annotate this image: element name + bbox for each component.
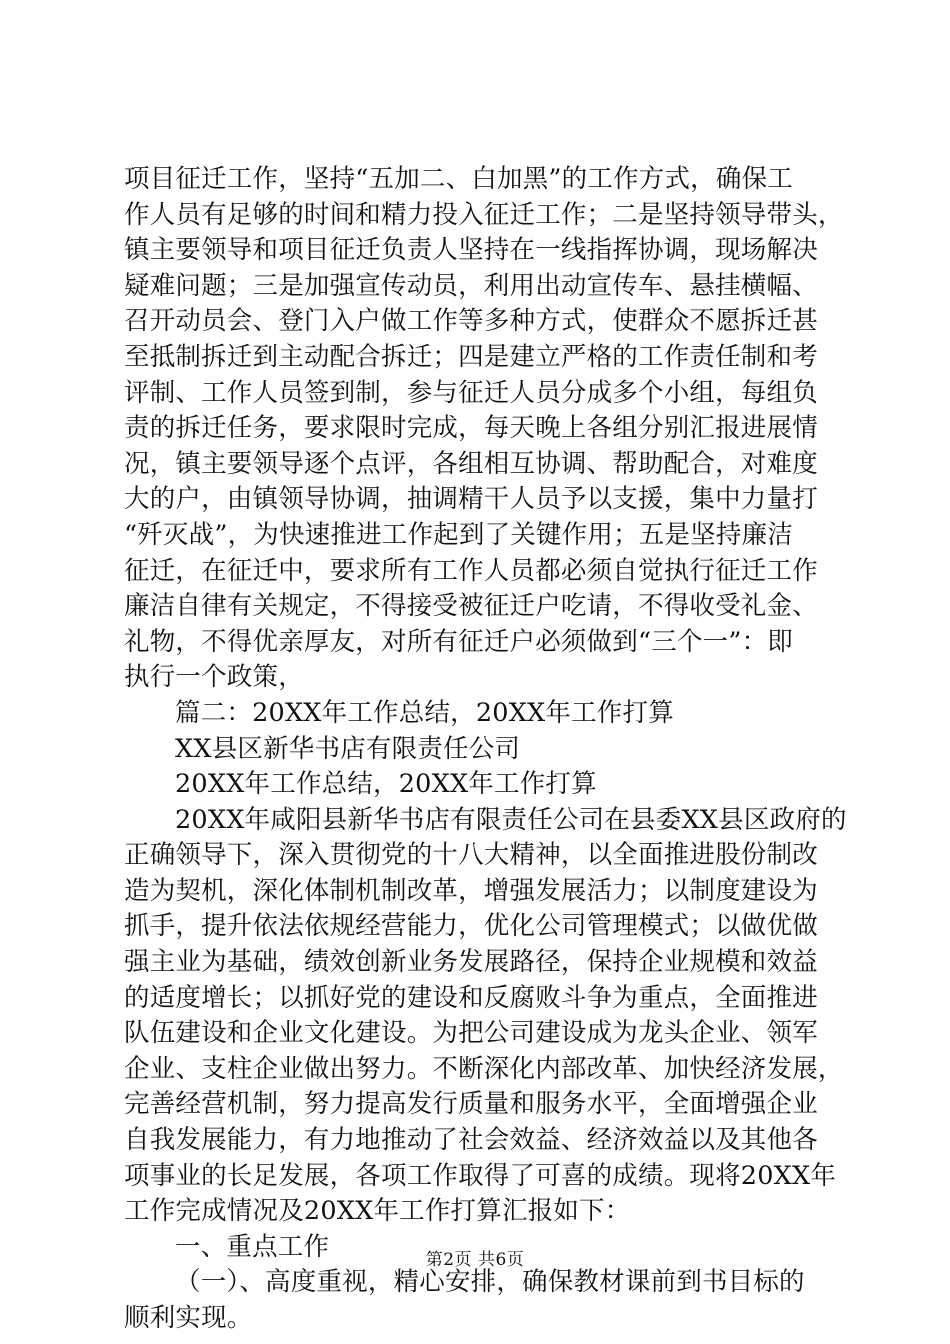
text-line: 评制、工作人员签到制，参与征迁人员分成多个小组，每组负 <box>124 377 818 408</box>
text-line: 篇二：20XX年工作总结，20XX年工作打算 <box>175 697 674 728</box>
text-line: 正确领导下，深入贯彻党的十八大精神，以全面推进股份制改 <box>124 840 818 871</box>
text-line: 项事业的长足发展，各项工作取得了可喜的成绩。现将20XX年 <box>124 1160 837 1191</box>
text-line: 造为契机，深化体制机制改革，增强发展活力；以制度建设为 <box>124 875 818 906</box>
text-line: 况，镇主要领导逐个点评，各组相互协调、帮助配合，对难度 <box>124 448 818 479</box>
text-line: 镇主要领导和项目征迁负责人坚持在一线指挥协调，现场解决 <box>124 235 818 266</box>
text-line: 至抵制拆迁到主动配合拆迁；四是建立严格的工作责任制和考 <box>124 341 818 372</box>
text-line: 20XX年工作总结，20XX年工作打算 <box>175 769 597 800</box>
text-line: “歼灭战”，为快速推进工作起到了关键作用；五是坚持廉洁 <box>124 519 793 550</box>
text-line: 抓手，提升依法依规经营能力，优化公司管理模式；以做优做 <box>124 911 818 942</box>
text-line: 大的户，由镇领导协调，抽调精干人员予以支援，集中力量打 <box>124 484 818 515</box>
text-line: 礼物，不得优亲厚友，对所有征迁户必须做到“三个一”：即 <box>124 626 793 657</box>
text-line: 完善经营机制，努力提高发行质量和服务水平，全面增强企业 <box>124 1089 818 1120</box>
text-line: 20XX年咸阳县新华书店有限责任公司在县委XX县区政府的 <box>175 804 847 835</box>
text-line: 召开动员会、登门入户做工作等多种方式，使群众不愿拆迁甚 <box>124 306 818 337</box>
text-line: 廉洁自律有关规定，不得接受被征迁户吃请，不得收受礼金、 <box>124 591 818 622</box>
text-line: 的适度增长；以抓好党的建设和反腐败斗争为重点，全面推进 <box>124 982 818 1013</box>
document-body <box>124 162 847 1337</box>
text-line: 执行一个政策， <box>124 662 304 693</box>
text-line: 作人员有足够的时间和精力投入征迁工作；二是坚持领导带头， <box>124 199 844 230</box>
text-line: 疑难问题；三是加强宣传动员，利用出动宣传车、悬挂横幅、 <box>124 270 818 301</box>
text-line: 工作完成情况及20XX年工作打算汇报如下： <box>124 1196 631 1227</box>
text-line: 一、重点工作 <box>175 1231 330 1262</box>
text-line: 责的拆迁任务，要求限时完成，每天晚上各组分别汇报进展情 <box>124 413 818 444</box>
text-line: XX县区新华书店有限责任公司 <box>175 733 521 764</box>
text-line: 强主业为基础，绩效创新业务发展路径，保持企业规模和效益 <box>124 947 818 978</box>
text-line: 自我发展能力，有力地推动了社会效益、经济效益以及其他各 <box>124 1125 818 1156</box>
text-line: （一）、高度重视，精心安排，确保教材课前到书目标的 <box>175 1267 805 1298</box>
text-line: 企业、支柱企业做出努力。不断深化内部改革、加快经济发展， <box>124 1053 844 1084</box>
text-line: 顺利实现。 <box>124 1303 253 1333</box>
text-line: 项目征迁工作，坚持“五加二、白加黑”的工作方式，确保工 <box>124 164 793 194</box>
page-footer: 第2页 共6页 <box>425 1250 525 1270</box>
text-line: 队伍建设和企业文化建设。为把公司建设成为龙头企业、领军 <box>124 1018 818 1049</box>
text-line: 征迁，在征迁中，要求所有工作人员都必须自觉执行征迁工作 <box>124 555 818 586</box>
